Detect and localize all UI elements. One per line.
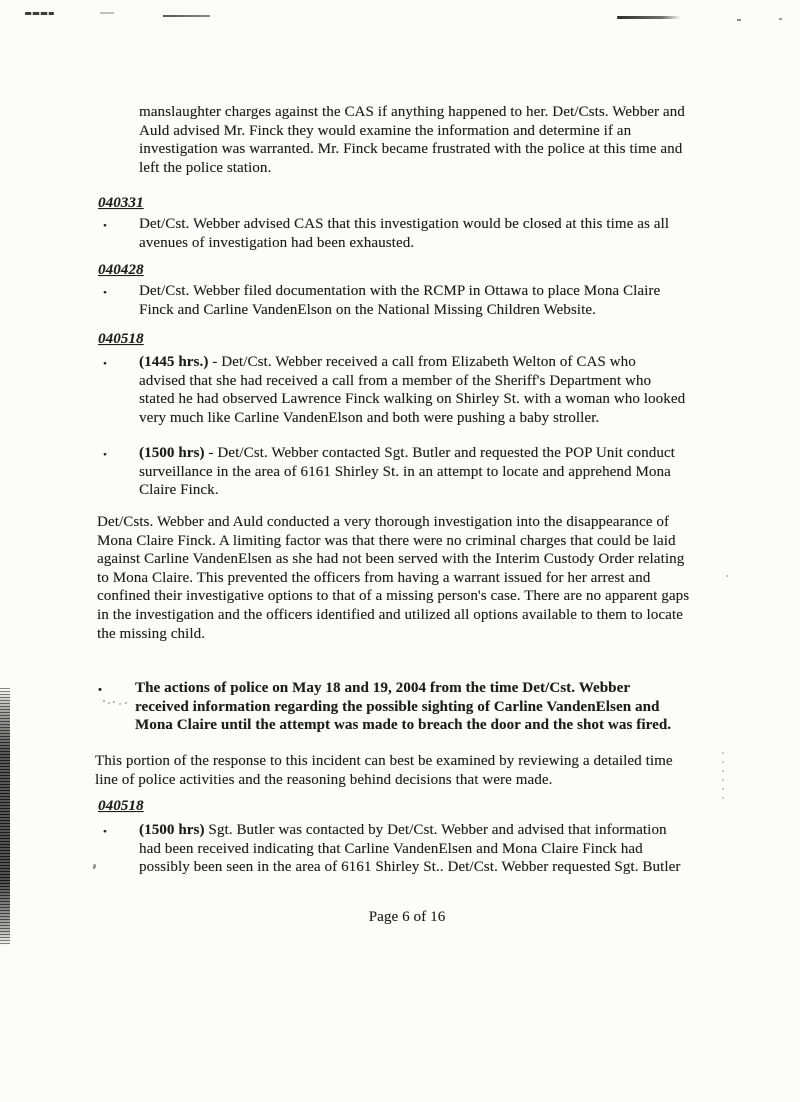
text-line: Det/Csts. Webber and Auld conducted a very thorough investigation into the disappearance of: [97, 514, 670, 530]
bullet-text: - Det/Cst. Webber received a call from Elizabeth Welton of CAS who: [208, 354, 636, 370]
text-line: The actions of police on May 18 and 19, 2004 from the time Det/Cst. Webber: [135, 680, 631, 696]
text-line: confined their investigative options to that of a missing person's case. There are no apparent gaps: [97, 588, 690, 605]
scan-artifact-top-dash-faint: [100, 12, 114, 14]
bullet-text: - Det/Cst. Webber contacted Sgt. Butler and requested the POP Unit conduct: [204, 445, 675, 461]
text-line: [139, 353, 685, 372]
text-line: [139, 821, 680, 840]
text-line: investigation was warranted. Mr. Finck became frustrated with the police at this time and: [139, 141, 683, 158]
paragraph-timeline-intro: [95, 752, 673, 789]
bullet-lead-time: (1500 hrs): [139, 445, 205, 461]
text-line: manslaughter charges against the CAS if anything happened to her. Det/Csts. Webber and: [139, 104, 685, 120]
section-heading-040331: 040331: [98, 195, 144, 211]
section-heading-040518: 040518: [98, 331, 144, 347]
bullet-lead-time: (1500 hrs): [139, 822, 205, 838]
text-line: Mona Claire until the attempt was made to breach the door and the shot was fired.: [135, 717, 672, 734]
text-line: avenues of investigation had been exhausted.: [139, 234, 415, 251]
text-line: to Mona Claire. This prevented the officers from having a warrant issued for her arrest and: [97, 569, 651, 586]
text-line: line of police activities and the reasoning behind decisions that were made.: [95, 771, 553, 788]
text-line: in the investigation and the officers identified and utilized all options available to them to locate: [97, 606, 683, 623]
section-heading-040518-timeline: 040518: [98, 798, 144, 814]
text-line: left the police station.: [139, 159, 272, 176]
text-line: [139, 444, 675, 463]
bullet-item-finding: [95, 679, 671, 735]
text-line: surveillance in the area of 6161 Shirley St. in an attempt to locate and apprehend Mona: [139, 463, 671, 480]
scan-artifact-speck: [93, 864, 97, 870]
text-line: against Carline VandenElsen as she had not been served with the Interim Custody Order relating: [97, 551, 685, 568]
bullet-text: Sgt. Butler was contacted by Det/Cst. Webber and advised that information: [204, 822, 667, 838]
bullet-lead-time: (1445 hrs.): [139, 354, 209, 370]
bullet-marker: •: [98, 684, 102, 696]
scan-artifact-speck: [737, 19, 741, 21]
text-line: the missing child.: [97, 625, 206, 642]
bullet-marker: •: [103, 358, 107, 370]
text-line: advised that she had received a call from a member of the Sheriff's Department who: [139, 372, 652, 389]
section-heading-040428: 040428: [98, 262, 144, 278]
text-line: possibly been seen in the area of 6161 Shirley St.. Det/Cst. Webber requested Sgt. Butler: [139, 859, 681, 876]
bullet-text: Det/Cst. Webber filed documentation with the RCMP in Ottawa to place Mona Claire: [139, 283, 661, 299]
paragraph-opening: [139, 103, 685, 177]
scan-artifact-dotted-line: [722, 752, 724, 806]
page-number-footer: Page 6 of 16: [368, 909, 446, 925]
text-line: stated he had observed Lawrence Finck walking on Shirley St. with a woman who looked: [139, 391, 686, 408]
bullet-item: [100, 444, 675, 500]
text-line: Claire Finck.: [139, 482, 219, 499]
text-line: Mona Claire Finck. A limiting factor was that there were no criminal charges that could be laid: [97, 532, 676, 549]
text-line: received information regarding the possible sighting of Carline VandenElsen and: [135, 698, 660, 715]
bullet-item: [100, 282, 660, 319]
text-line: Auld advised Mr. Finck they would examine the information and determine if an: [139, 122, 632, 139]
scan-artifact-speck: [726, 575, 728, 577]
bullet-marker: •: [103, 826, 107, 838]
text-line: This portion of the response to this incident can best be examined by reviewing a detailed time: [95, 753, 673, 769]
text-line: Finck and Carline VandenElson on the National Missing Children Website.: [139, 301, 596, 318]
scan-artifact-speck: [779, 18, 782, 20]
bullet-marker: •: [103, 220, 107, 232]
text-line: [139, 215, 669, 234]
text-line: [139, 282, 660, 301]
scan-artifact-top-right-dash: [617, 16, 681, 19]
bullet-item: [100, 215, 669, 252]
scan-artifact-top-dash: [163, 15, 210, 17]
text-line: very much like Carline VandenElson and both were pushing a baby stroller.: [139, 409, 600, 426]
bullet-text: Det/Cst. Webber advised CAS that this investigation would be closed at this time as all: [139, 216, 670, 232]
bullet-item: [100, 353, 685, 427]
text-line: had been received indicating that Carline VandenElsen and Mona Claire Finck had: [139, 840, 643, 857]
scan-artifact-top-left-dash: [25, 12, 54, 15]
bullet-item: [100, 821, 680, 877]
bullet-marker: •: [103, 287, 107, 299]
bullet-marker: •: [103, 449, 107, 461]
scan-artifact-left-edge-strip: [0, 688, 10, 946]
paragraph-analysis: [97, 513, 689, 643]
